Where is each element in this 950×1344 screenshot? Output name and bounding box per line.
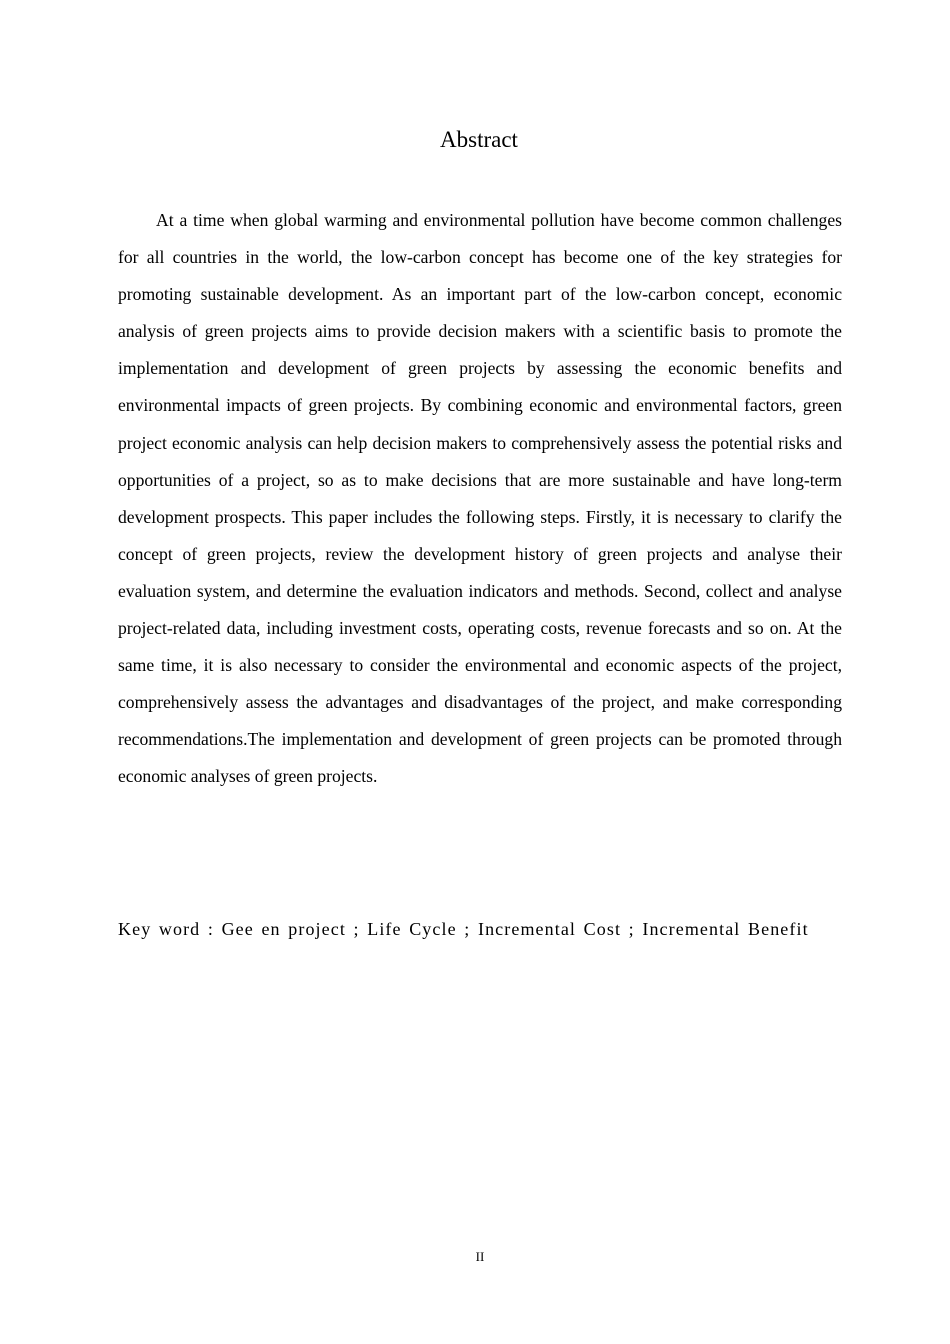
abstract-body-paragraph: At a time when global warming and environmental pollution have become common challenges for all countries in the world, the low-carbon concept has become one of the key strategies for promoting sustainable development. As an important part of the low-carbon concept, economic analysis of green projects aims to provide decision makers with a scientific basis to promote the implementation and development of green projects by assessing the economic benefits and environmental impacts of green projects. By combining economic and environmental factors, green project economic analysis can help decision makers to comprehensively assess the potential risks and opportunities of a project, so as to make decisions that are more sustainable and have long-term development prospects. This paper includes the following steps. Firstly, it is necessary to clarify the concept of green projects, review the development history of green projects and analyse their evaluation system, and determine the evaluation indicators and methods. Second, collect and analyse project-related data, including investment costs, operating costs, revenue forecasts and so on. At the same time, it is also necessary to consider the environmental and economic aspects of the project, comprehensively assess the advantages and disadvantages of the project, and make corresponding recommendations.The implementation and development of green projects can be promoted through economic analyses of green projects.	[118, 210, 842, 787]
keywords-line: Key word : Gee en project ; Life Cycle ; Incremental Cost ; Incremental Benefit	[118, 919, 809, 939]
page-number: II	[475, 1249, 485, 1264]
abstract-title: Abstract	[440, 127, 518, 152]
